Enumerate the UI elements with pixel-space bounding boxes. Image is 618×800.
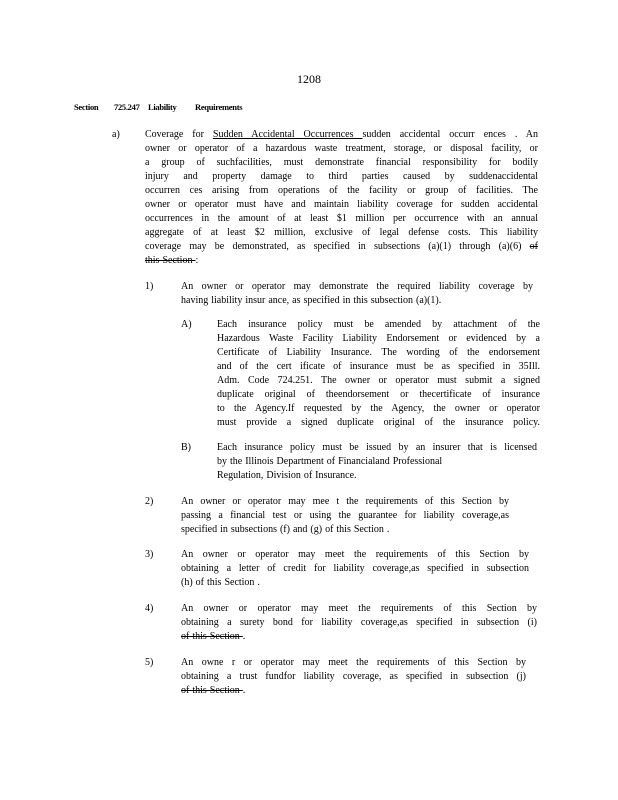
text-span: . <box>242 631 246 642</box>
text-line <box>145 240 538 254</box>
section-number: 725.247 <box>114 102 140 112</box>
struck-deletion: of this Section <box>181 685 243 696</box>
text-line: owner or operator must have and maintain liability coverage for sudden accidental <box>145 199 538 210</box>
text-line: Each insurance policy must be amended by attachment of the <box>217 319 540 330</box>
text-line: aggregate of at least $2 million, exclusive of legal defense costs. This liability <box>145 227 538 238</box>
text-line: An owner or operator may demonstrate the required liability coverage by <box>181 281 533 292</box>
struck-deletion: this Section <box>145 255 196 266</box>
paragraph-a-text <box>145 128 538 268</box>
text-line: specified in subsections (f) and (g) of this Section . <box>181 524 390 535</box>
section-label: Section <box>74 102 99 112</box>
text-span: coverage may be demonstrated, as specified in subsections (a)(1) through (a)(6) <box>145 241 530 252</box>
text-line: and of the cert ificate of insurance must be as specified in 35Ill. <box>217 361 540 372</box>
text-line: occurren ces arising from operations of the facility or group of facilities. The <box>145 185 538 196</box>
text-line: to the Agency.If requested by the Agency, the owner or operator <box>217 403 540 414</box>
text-line: injury and property damage to third parties caused by suddenaccidental <box>145 171 538 182</box>
text-line: obtaining a surety bond for liability coverage,as specified in subsection (i) <box>181 617 537 628</box>
item-2-text <box>181 495 509 537</box>
item-1-text <box>181 280 533 308</box>
text-line <box>145 128 538 142</box>
section-title-word2: Requirements <box>195 102 243 112</box>
underlined-insertion: Sudden Accidental Occurrences <box>212 129 363 140</box>
section-title-word1: Liability <box>148 102 177 112</box>
text-line: passing a financial test or using the guarantee for liability coverage,as <box>181 510 509 521</box>
text-line: occurrences in the amount of at least $1 million per occurrence with an annual <box>145 213 538 224</box>
text-line <box>181 630 537 644</box>
item-4-text <box>181 602 537 644</box>
text-line: owner or operator of a hazardous waste treatment, storage, or disposal facility, or <box>145 143 538 154</box>
text-line: Certificate of Liability Insurance. The wording of the endorsement <box>217 347 540 358</box>
text-line: by the Illinois Department of Financialand Professional <box>217 456 443 467</box>
text-line <box>145 254 538 268</box>
section-heading <box>74 102 242 112</box>
struck-deletion: of this Section <box>181 631 243 642</box>
text-line: (h) of this Section . <box>181 577 260 588</box>
text-line: must provide a signed duplicate original of the insurance policy. <box>217 417 540 428</box>
text-line: Hazardous Waste Facility Liability Endorsement or evidenced by a <box>217 333 540 344</box>
item-4-marker: 4) <box>145 603 154 614</box>
struck-deletion: of <box>529 241 538 252</box>
item-2-marker: 2) <box>145 496 154 507</box>
text-span: : <box>195 255 199 266</box>
item-3-marker: 3) <box>145 549 154 560</box>
text-line: An owne r or operator may meet the requirements of this Section by <box>181 657 526 668</box>
item-1-marker: 1) <box>145 281 154 292</box>
item-1b-marker: B) <box>181 442 191 453</box>
text-span: sudden accidental occurr ences . An <box>362 129 538 140</box>
text-line: Regulation, Division of Insurance. <box>217 470 357 481</box>
text-line: having liability insur ance, as specified in this subsection (a)(1). <box>181 295 442 306</box>
text-line: a group of suchfacilities, must demonstrate financial responsibility for bodily <box>145 157 538 168</box>
text-line: An owner or operator may meet the requirements of this Section by <box>181 549 529 560</box>
paragraph-a-marker: a) <box>112 129 120 140</box>
item-1b-text <box>217 441 537 483</box>
text-span: . <box>242 685 246 696</box>
item-1a-marker: A) <box>181 319 192 330</box>
text-line: obtaining a trust fundfor liability coverage, as specified in subsection (j) <box>181 671 526 682</box>
text-line: An owner or operator may mee t the requirements of this Section by <box>181 496 509 507</box>
text-line: obtaining a letter of credit for liability coverage,as specified in subsection <box>181 563 529 574</box>
item-3-text <box>181 548 529 590</box>
text-line: duplicate original of theendorsement or thecertificate of insurance <box>217 389 540 400</box>
item-5-marker: 5) <box>145 657 154 668</box>
text-line: An owner or operator may meet the requirements of this Section by <box>181 603 537 614</box>
text-line: Each insurance policy must be issued by an insurer that is licensed <box>217 442 537 453</box>
item-5-text <box>181 656 526 698</box>
item-1a-text <box>217 318 540 430</box>
page-number: 1208 <box>297 72 321 86</box>
text-span: Coverage for <box>145 129 213 140</box>
text-line <box>181 684 526 698</box>
text-line: Adm. Code 724.251. The owner or operator must submit a signed <box>217 375 540 386</box>
